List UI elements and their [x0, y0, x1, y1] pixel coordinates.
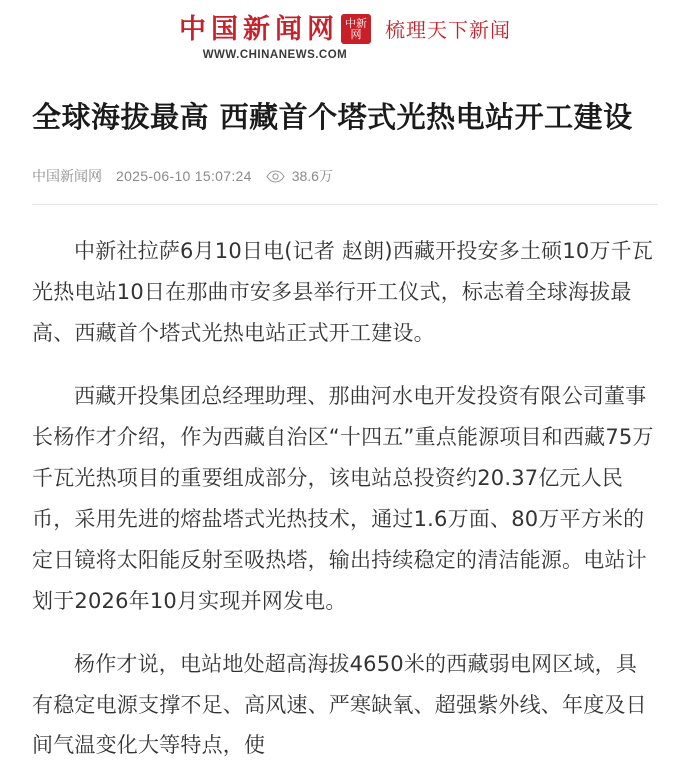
logo-slogan: 梳理天下新闻: [385, 18, 511, 42]
site-logo[interactable]: [179, 14, 511, 61]
article-container: [0, 97, 690, 766]
logo-main: [179, 14, 371, 61]
article-timestamp: 2025-06-10 15:07:24: [116, 168, 252, 185]
logo-badge-line-2: 网: [350, 28, 362, 41]
logo-chinese-name: [179, 14, 371, 44]
page-title: 全球海拔最高 西藏首个塔式光热电站开工建设: [32, 100, 633, 134]
logo-website-url: WWW.CHINANEWS.COM: [202, 49, 348, 61]
logo-char-2: 国: [211, 13, 239, 45]
article-paragraph: 杨作才说，电站地处超高海拔4650米的西藏弱电网区域，具有稳定电源支撑不足、高风速、严寒缺氧、超强紫外线、年度及日间气温变化大等特点，使: [32, 651, 647, 758]
eye-icon: [266, 170, 285, 183]
logo-badge-line-1: 中新: [345, 17, 367, 30]
logo-char-3: 新: [243, 13, 271, 45]
site-masthead: [0, 0, 690, 69]
article-body: [32, 231, 658, 766]
article-views: [266, 166, 333, 186]
article-paragraph: 中新社拉萨6月10日电(记者 赵朗)西藏开投安多土硕10万千瓦光热电站10日在那曲市安多县举行开工仪式，标志着全球海拔最高、西藏首个塔式光热电站正式开工建设。: [32, 239, 654, 346]
article-meta: [32, 166, 658, 205]
article-views-count: 38.6万: [291, 168, 333, 185]
logo-char-1: 中: [179, 13, 207, 45]
logo-char-5: 网: [307, 13, 335, 45]
article-source: 中国新闻网: [32, 168, 102, 185]
logo-badge: [341, 14, 371, 44]
logo-char-4: 闻: [275, 13, 303, 45]
article-paragraph: 西藏开投集团总经理助理、那曲河水电开发投资有限公司董事长杨作才介绍，作为西藏自治区“十四五”重点能源项目和西藏75万千瓦光热项目的重要组成部分，该电站总投资约20.37亿元人民币，采用先进的熔盐塔式光热技术，通过1.6万面、80万平方米的定日镜将太阳能反射至吸热塔，输出持续稳定的清洁能源。电站计划于2026年10月实现并网发电。: [32, 383, 654, 613]
